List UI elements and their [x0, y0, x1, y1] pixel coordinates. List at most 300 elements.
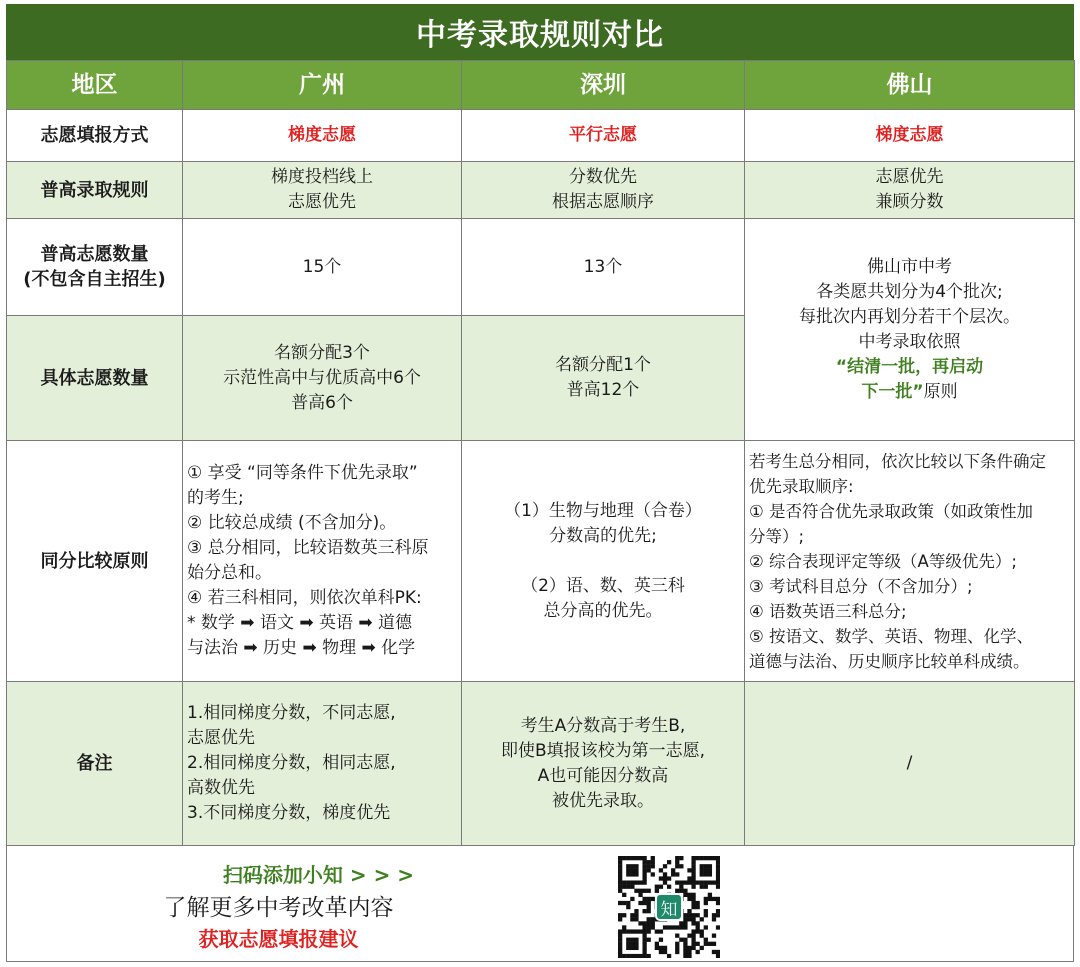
row-label-detail: 具体志愿数量 [7, 316, 183, 441]
qr-module [712, 913, 716, 917]
qr-module [687, 868, 691, 872]
qr-module [687, 893, 691, 897]
cta-learn-more: 了解更多中考改革内容 [163, 895, 394, 921]
qr-module [651, 860, 655, 864]
qr-module [704, 868, 708, 872]
qr-module [716, 880, 720, 884]
qr-module [696, 856, 700, 860]
text-line: 普高12个 [566, 380, 640, 400]
qr-module [683, 938, 687, 942]
header-shenzhen: 深圳 [462, 61, 745, 110]
qr-module [642, 950, 646, 954]
qr-module [679, 938, 683, 942]
qr-module [642, 938, 646, 942]
qr-module [691, 864, 695, 868]
qr-module [691, 921, 695, 925]
qr-module [716, 872, 720, 876]
qr-module [647, 897, 651, 901]
qr-module [618, 946, 622, 950]
qr-module [630, 872, 634, 876]
qr-module [647, 860, 651, 864]
qr-module [687, 897, 691, 901]
qr-module [642, 864, 646, 868]
qr-module [667, 954, 671, 958]
qr-module [663, 925, 667, 929]
qr-module [634, 917, 638, 921]
row-label-count [7, 219, 183, 316]
qr-module [683, 950, 687, 954]
text-line: ② 综合表现评定等级（A等级优先）; [749, 551, 1017, 571]
cta-add-contact: 扫码添加小知 > > > [222, 863, 415, 887]
text-line: * 数学 ➡ 语文 ➡ 英语 ➡ 道德 [187, 613, 413, 633]
qr-module [675, 925, 679, 929]
qr-module [687, 876, 691, 880]
qr-module [696, 925, 700, 929]
qr-module [696, 929, 700, 933]
qr-module [716, 954, 720, 958]
qr-module [687, 950, 691, 954]
qr-module [691, 860, 695, 864]
qr-module [642, 872, 646, 876]
qr-module [691, 885, 695, 889]
qr-module [638, 954, 642, 958]
qr-module [704, 880, 708, 884]
qr-module [687, 917, 691, 921]
qr-module [655, 929, 659, 933]
text-line: 示范性高中与优质高中6个 [223, 367, 421, 388]
header-row [7, 61, 1075, 110]
text-line: 根据志愿顺序 [552, 192, 654, 212]
qr-module [716, 925, 720, 929]
qr-module [618, 876, 622, 880]
qr-module [704, 901, 708, 905]
qr-module [647, 925, 651, 929]
text-line [749, 380, 1070, 405]
text-line: 3.不同梯度分数，梯度优先 [187, 803, 391, 823]
qr-module [622, 925, 626, 929]
qr-module [683, 925, 687, 929]
text-line: ③ 考试科目总分（不含加分）; [749, 576, 973, 596]
qr-module [647, 905, 651, 909]
qr-module [651, 925, 655, 929]
text-line: ④ 若三科相同，则依次单科PK: [187, 588, 422, 608]
qr-module [687, 954, 691, 958]
qr-module [663, 876, 667, 880]
text-line: 兼顾分数 [875, 192, 944, 212]
text-line: 始分总和。 [187, 563, 272, 583]
qr-module [683, 942, 687, 946]
qr-module [696, 905, 700, 909]
text-line: 分数高的优先; [549, 525, 657, 546]
qr-code[interactable] [618, 856, 720, 958]
qr-module [704, 856, 708, 860]
qr-module [647, 917, 651, 921]
cell-gz-method: 梯度志愿 [183, 110, 462, 162]
qr-module [618, 901, 622, 905]
text-line: 总分高的优先。 [543, 600, 663, 621]
qr-module [691, 946, 695, 950]
qr-module [683, 913, 687, 917]
text-line: ① 是否符合优先录取政策（如政策性加 [749, 501, 1034, 521]
qr-module [618, 950, 622, 954]
qr-module [704, 885, 708, 889]
qr-module [663, 872, 667, 876]
qr-module [622, 880, 626, 884]
qr-module [675, 946, 679, 950]
qr-module [659, 938, 663, 942]
qr-module [647, 954, 651, 958]
qr-module [679, 885, 683, 889]
qr-module [687, 913, 691, 917]
qr-module [622, 885, 626, 889]
qr-module [708, 872, 712, 876]
qr-module [626, 946, 630, 950]
qr-module [691, 876, 695, 880]
qr-module [691, 913, 695, 917]
row-method [7, 110, 1075, 162]
text-line: 各类愿共划分为4个批次; [816, 281, 1003, 302]
qr-module [679, 921, 683, 925]
qr-module [704, 913, 708, 917]
qr-module [683, 880, 687, 884]
cta-get-advice: 获取志愿填报建议 [198, 927, 359, 951]
text-line: 志愿优先 [288, 192, 356, 212]
qr-module [622, 954, 626, 958]
qr-module [618, 885, 622, 889]
cell-fs-method: 梯度志愿 [745, 110, 1075, 162]
qr-module [630, 946, 634, 950]
text-line: 考生A分数高于考生B, [520, 715, 686, 736]
qr-module [630, 938, 634, 942]
qr-module [691, 893, 695, 897]
qr-module [667, 876, 671, 880]
qr-module [683, 946, 687, 950]
qr-module [675, 880, 679, 884]
qr-module [712, 950, 716, 954]
qr-module [626, 938, 630, 942]
qr-module [704, 925, 708, 929]
qr-module [691, 942, 695, 946]
text-line: 分数优先 [569, 167, 637, 187]
qr-module [618, 938, 622, 942]
qr-module [675, 864, 679, 868]
qr-module [655, 946, 659, 950]
qr-module [663, 864, 667, 868]
qr-module [659, 885, 663, 889]
text-line: 志愿优先 [187, 728, 255, 748]
qr-module [630, 885, 634, 889]
qr-module [647, 909, 651, 913]
cell-gz-tie [183, 441, 462, 682]
text-line: 2.相同梯度分数，相同志愿, [187, 753, 396, 773]
qr-module [630, 868, 634, 872]
qr-module [675, 856, 679, 860]
qr-module [618, 872, 622, 876]
row-label-method: 志愿填报方式 [7, 110, 183, 162]
header-guangzhou: 广州 [183, 61, 462, 110]
highlight-text: “结清一批，再启动 [835, 356, 984, 377]
cell-gz-detail [183, 316, 462, 441]
cell-gz-notes [183, 682, 462, 846]
cell-gz-count: 15个 [183, 219, 462, 316]
text-line: 名额分配1个 [555, 355, 651, 375]
qr-module [642, 929, 646, 933]
qr-module [647, 868, 651, 872]
row-label-tie: 同分比较原则 [7, 441, 183, 682]
qr-module [634, 872, 638, 876]
qr-module [683, 921, 687, 925]
qr-module [642, 901, 646, 905]
qr-module [700, 917, 704, 921]
qr-module [716, 901, 720, 905]
qr-module [700, 946, 704, 950]
row-label-notes: 备注 [7, 682, 183, 846]
text-line: （2）语、数、英三科 [521, 575, 685, 596]
qr-module [691, 934, 695, 938]
text-line: 即使B填报该校为第一志愿, [500, 740, 706, 761]
qr-module [655, 942, 659, 946]
qr-module [630, 913, 634, 917]
text-line: （1）生物与地理（合卷） [504, 500, 702, 521]
qr-module [634, 864, 638, 868]
qr-module [679, 856, 683, 860]
qr-module [638, 921, 642, 925]
cell-fs-notes: / [745, 682, 1075, 846]
cell-gz-rule [183, 162, 462, 219]
text-line: 名额分配3个 [274, 342, 370, 363]
row-label-rule: 普高录取规则 [7, 162, 183, 219]
qr-module [663, 950, 667, 954]
cell-sz-notes [462, 682, 745, 846]
qr-module [634, 909, 638, 913]
text-line: 每批次内再划分若干个层次。 [799, 306, 1020, 327]
qr-module [691, 901, 695, 905]
qr-module [634, 946, 638, 950]
qr-module [716, 864, 720, 868]
qr-module [651, 921, 655, 925]
qr-module [675, 942, 679, 946]
qr-module [683, 889, 687, 893]
qr-module [634, 938, 638, 942]
text-line: 高数优先 [187, 778, 255, 798]
qr-module [618, 954, 622, 958]
text-line: ⑤ 按语文、数学、英语、物理、化学、 [749, 626, 1034, 646]
qr-module [671, 872, 675, 876]
qr-module [638, 856, 642, 860]
qr-module [675, 860, 679, 864]
qr-module [679, 889, 683, 893]
qr-module [708, 942, 712, 946]
qr-module [667, 860, 671, 864]
qr-module [634, 913, 638, 917]
qr-module [687, 946, 691, 950]
qr-module [647, 901, 651, 905]
qr-module [626, 954, 630, 958]
qr-module [618, 856, 622, 860]
qr-module [700, 856, 704, 860]
qr-module [671, 925, 675, 929]
qr-module [642, 880, 646, 884]
qr-module [622, 893, 626, 897]
qr-module [618, 934, 622, 938]
qr-module [691, 917, 695, 921]
qr-module [691, 872, 695, 876]
qr-module [687, 934, 691, 938]
qr-module [700, 864, 704, 868]
qr-module [642, 954, 646, 958]
qr-module [708, 880, 712, 884]
qr-module [683, 917, 687, 921]
qr-module [708, 856, 712, 860]
text-line: 佛山市中考 [867, 256, 952, 277]
qr-module [691, 905, 695, 909]
qr-module [667, 885, 671, 889]
qr-module [630, 897, 634, 901]
qr-module [704, 897, 708, 901]
text-line [466, 549, 740, 574]
qr-module [642, 925, 646, 929]
cell-fs-count-merged [745, 219, 1075, 441]
qr-module [634, 868, 638, 872]
qr-module [638, 901, 642, 905]
header-foshan: 佛山 [745, 61, 1075, 110]
qr-module [679, 864, 683, 868]
qr-module [622, 913, 626, 917]
qr-module [687, 880, 691, 884]
cell-sz-detail [462, 316, 745, 441]
header-region: 地区 [7, 61, 183, 110]
qr-module [696, 913, 700, 917]
highlight-text: 下一批” [861, 381, 924, 402]
qr-module [642, 909, 646, 913]
qr-module [630, 880, 634, 884]
qr-module [626, 868, 630, 872]
qr-module [651, 917, 655, 921]
qr-module [634, 954, 638, 958]
qr-module [716, 876, 720, 880]
qr-module [630, 942, 634, 946]
qr-module [618, 929, 622, 933]
qr-module [708, 893, 712, 897]
qr-module [708, 897, 712, 901]
qr-module [618, 889, 622, 893]
qr-module [691, 938, 695, 942]
qr-module [704, 872, 708, 876]
qr-module [704, 909, 708, 913]
text-line: ② 比较总成绩 (不含加分)。 [187, 513, 397, 533]
qr-module [626, 872, 630, 876]
qr-module [716, 885, 720, 889]
qr-module [642, 921, 646, 925]
qr-module [716, 856, 720, 860]
qr-module [675, 950, 679, 954]
qr-module [642, 889, 646, 893]
footer [6, 849, 1074, 962]
text-line: 的考生; [187, 488, 244, 508]
qr-module [712, 856, 716, 860]
qr-module [696, 942, 700, 946]
row-rule [7, 162, 1075, 219]
qr-module [659, 946, 663, 950]
cell-sz-rule [462, 162, 745, 219]
qr-module [704, 942, 708, 946]
qr-module [659, 929, 663, 933]
qr-module [675, 872, 679, 876]
qr-module [712, 934, 716, 938]
text-line: 分等）; [749, 526, 805, 546]
comparison-table [6, 60, 1075, 846]
text-line: (不包含自主招生) [23, 269, 166, 290]
qr-module [630, 917, 634, 921]
qr-module [626, 901, 630, 905]
qr-module [634, 856, 638, 860]
qr-module [696, 921, 700, 925]
qr-module [618, 913, 622, 917]
qr-module [630, 954, 634, 958]
qr-module [691, 897, 695, 901]
qr-module [663, 946, 667, 950]
text-line: ④ 语数英语三科总分; [749, 601, 907, 621]
text-line: 中考录取依照 [858, 331, 961, 352]
qr-module [618, 917, 622, 921]
qr-module [642, 897, 646, 901]
text-line: 优先录取顺序: [749, 476, 854, 496]
text-line: 志愿优先 [875, 167, 944, 187]
text-line: 普高志愿数量 [40, 244, 149, 265]
qr-module [671, 868, 675, 872]
qr-module [659, 950, 663, 954]
qr-module [691, 880, 695, 884]
qr-module [659, 868, 663, 872]
text-fragment: 原则 [923, 381, 958, 402]
qr-module [642, 934, 646, 938]
qr-module [716, 897, 720, 901]
qr-module [700, 868, 704, 872]
qr-module [642, 856, 646, 860]
qr-module [659, 876, 663, 880]
qr-module [696, 880, 700, 884]
text-line: ① 享受 “同等条件下优先录取” [187, 463, 418, 483]
qr-module [691, 929, 695, 933]
text-line: 与法治 ➡ 历史 ➡ 物理 ➡ 化学 [187, 638, 416, 658]
qr-module [630, 929, 634, 933]
cell-sz-method: 平行志愿 [462, 110, 745, 162]
qr-module [626, 929, 630, 933]
qr-module [708, 868, 712, 872]
qr-module [642, 868, 646, 872]
qr-module [634, 929, 638, 933]
qr-module [634, 889, 638, 893]
qr-module [687, 909, 691, 913]
qr-module [651, 864, 655, 868]
qr-module [630, 864, 634, 868]
text-line: A也可能因分数高 [537, 765, 669, 786]
qr-module [626, 905, 630, 909]
zhi-logo-icon: 知 [655, 893, 683, 921]
qr-module [667, 925, 671, 929]
qr-module [651, 856, 655, 860]
qr-module [704, 938, 708, 942]
qr-module [683, 954, 687, 958]
qr-module [696, 901, 700, 905]
qr-module [642, 946, 646, 950]
qr-module [638, 880, 642, 884]
text-line: 被优先录取。 [552, 790, 654, 811]
cell-sz-count: 13个 [462, 219, 745, 316]
qr-module [634, 942, 638, 946]
qr-module [700, 880, 704, 884]
qr-module [638, 893, 642, 897]
